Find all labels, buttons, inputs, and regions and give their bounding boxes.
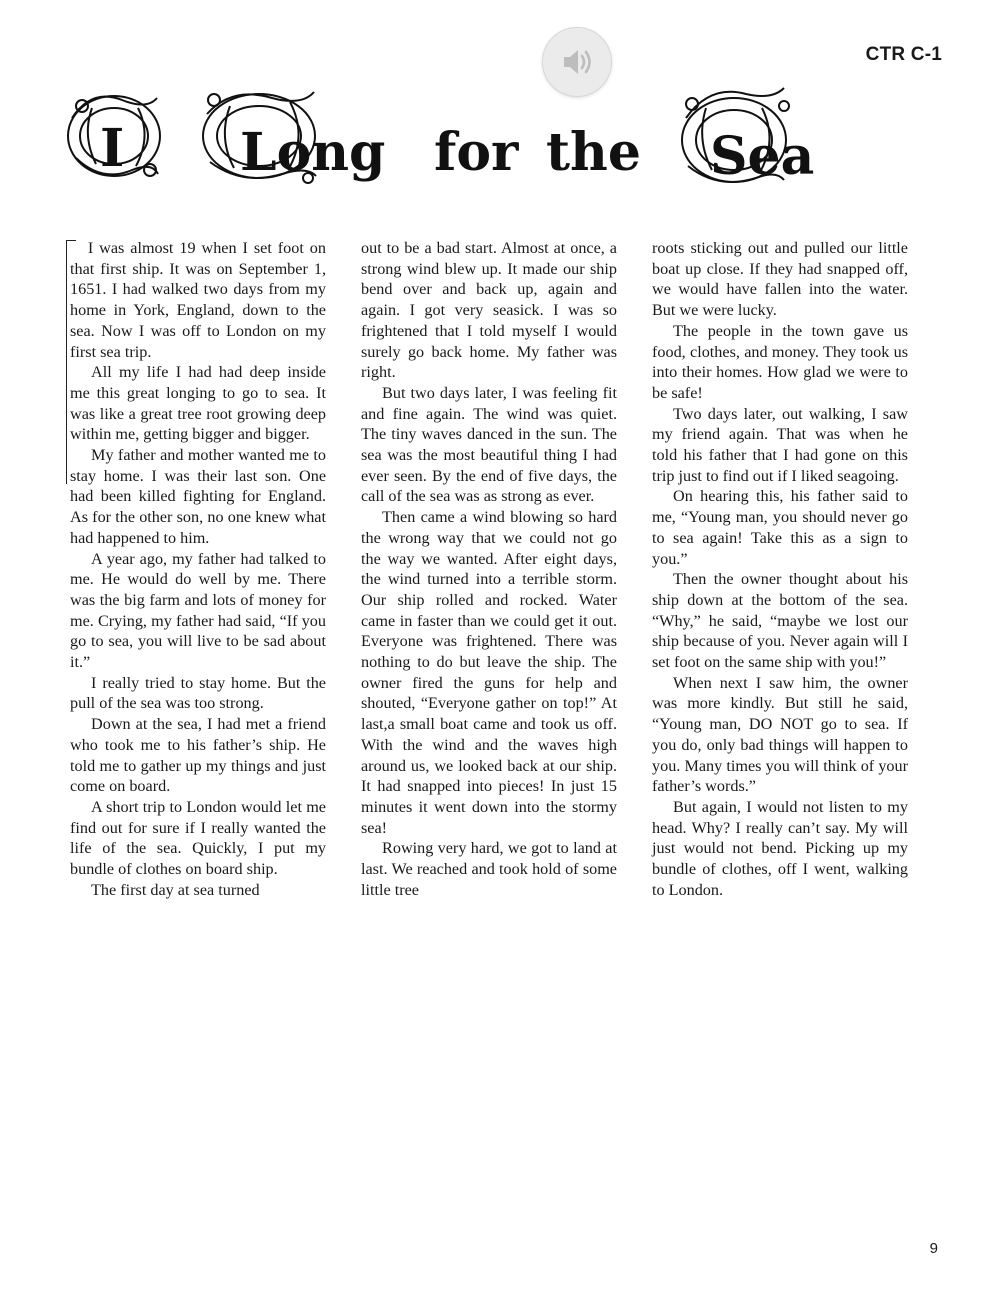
- paragraph: Then the owner thought about his ship down at the bottom of the sea. “Why,” he said, “maybe we lost our ship because of you. Never again will I set foot on the same ship with you!”: [652, 570, 908, 672]
- title-word-3: for: [434, 122, 519, 183]
- paragraph: Two days later, out walking, I saw my friend again. That was when he told his father that I had gone on this trip just to find out if I liked seagoing.: [652, 404, 908, 485]
- column-1: [70, 238, 326, 901]
- page-number: 9: [929, 1240, 938, 1257]
- paragraph: Rowing very hard, we got to land at last. We reached and took hold of some little tree: [361, 839, 617, 899]
- paragraph: out to be a bad start. Almost at once, a strong wind blew up. It made our ship bend over and back up, again and again. I got very seasick. I was so frightened that I told myself I would surely go back home. My father was right.: [361, 239, 617, 382]
- paragraph: Then came a wind blowing so hard the wrong way that we could not go the way we wanted. After eight days, the wind turned into a terrible storm. Our ship rolled and rocked. Water came in faster than we could get it out. Everyone was frightened. There was nothing to do but leave the ship. The owner fired the guns for help and shouted, “Everyone gather on top!” At last,a small boat came and took us off. With the wind and the waves high around us, we looked back at our ship. It had snapped into pieces! In just 15 minutes it went down into the stormy sea!: [361, 508, 617, 837]
- opening-bracket: [66, 240, 76, 484]
- title-word-2: Long: [240, 122, 386, 183]
- paragraph: I was almost 19 when I set foot on that first ship. It was on September 1, 1651. I had walked two days from my home in York, England, down to the sea. Now I was off to London on my first sea trip.: [70, 239, 326, 361]
- speaker-icon: [560, 47, 594, 77]
- paragraph: Down at the sea, I had met a friend who took me to his father’s ship. He told me to gather up my things and just come on board.: [70, 715, 326, 796]
- paragraph: But two days later, I was feeling fit and fine again. The wind was quiet. The tiny waves danced in the sun. The sea was the most beautiful thing I had ever seen. By the end of five days, the call of the sea was as strong as ever.: [361, 383, 617, 506]
- paragraph: All my life I had had deep inside me this great longing to go to sea. It was like a great tree root growing deep within me, getting bigger and bigger.: [70, 363, 326, 444]
- paragraph: The people in the town gave us food, clothes, and money. They took us into their homes. How glad we were to be safe!: [652, 321, 908, 402]
- title-word-5: Sea: [710, 126, 815, 187]
- paragraph: The first day at sea turned: [91, 880, 260, 899]
- paragraph: When next I saw him, the owner was more kindly. But still he said, “Young man, DO NOT go to sea. If you do, only bad things will happen to you. Many times you will think of your father’s words.”: [652, 673, 908, 796]
- story-columns: [70, 238, 920, 901]
- title-word-1: I: [100, 118, 125, 179]
- paragraph: roots sticking out and pulled our little boat up close. If they had snapped off, we would have fallen into the water. But we were lucky.: [652, 239, 908, 320]
- page-title: [62, 78, 942, 198]
- paragraph: I really tried to stay home. But the pull of the sea was too strong.: [70, 673, 326, 713]
- title-word-4: the: [546, 122, 641, 183]
- paragraph: But again, I would not listen to my head. Why? I really can’t say. My will just would not bend. Picking up my bundle of clothes, off I went, walking to London.: [652, 797, 908, 899]
- paragraph: My father and mother wanted me to stay home. I was their last son. One had been killed fighting for England. As for the other son, no one knew what had happened to him.: [70, 446, 326, 547]
- paragraph: A year ago, my father had talked to me. He would do well by me. There was the big farm and lots of money for me. Crying, my father had said, “If you go to sea, you will live to be sad about it.”: [70, 549, 326, 672]
- column-2: [361, 238, 617, 901]
- column-3: [652, 238, 908, 901]
- paragraph: A short trip to London would let me find out for sure if I really wanted the life of the sea. Quickly, I put my bundle of clothes on board ship.: [70, 797, 326, 879]
- paragraph: On hearing this, his father said to me, “Young man, you should never go to sea again! Take this as a sign to you.”: [652, 487, 908, 568]
- document-code: CTR C-1: [865, 44, 942, 65]
